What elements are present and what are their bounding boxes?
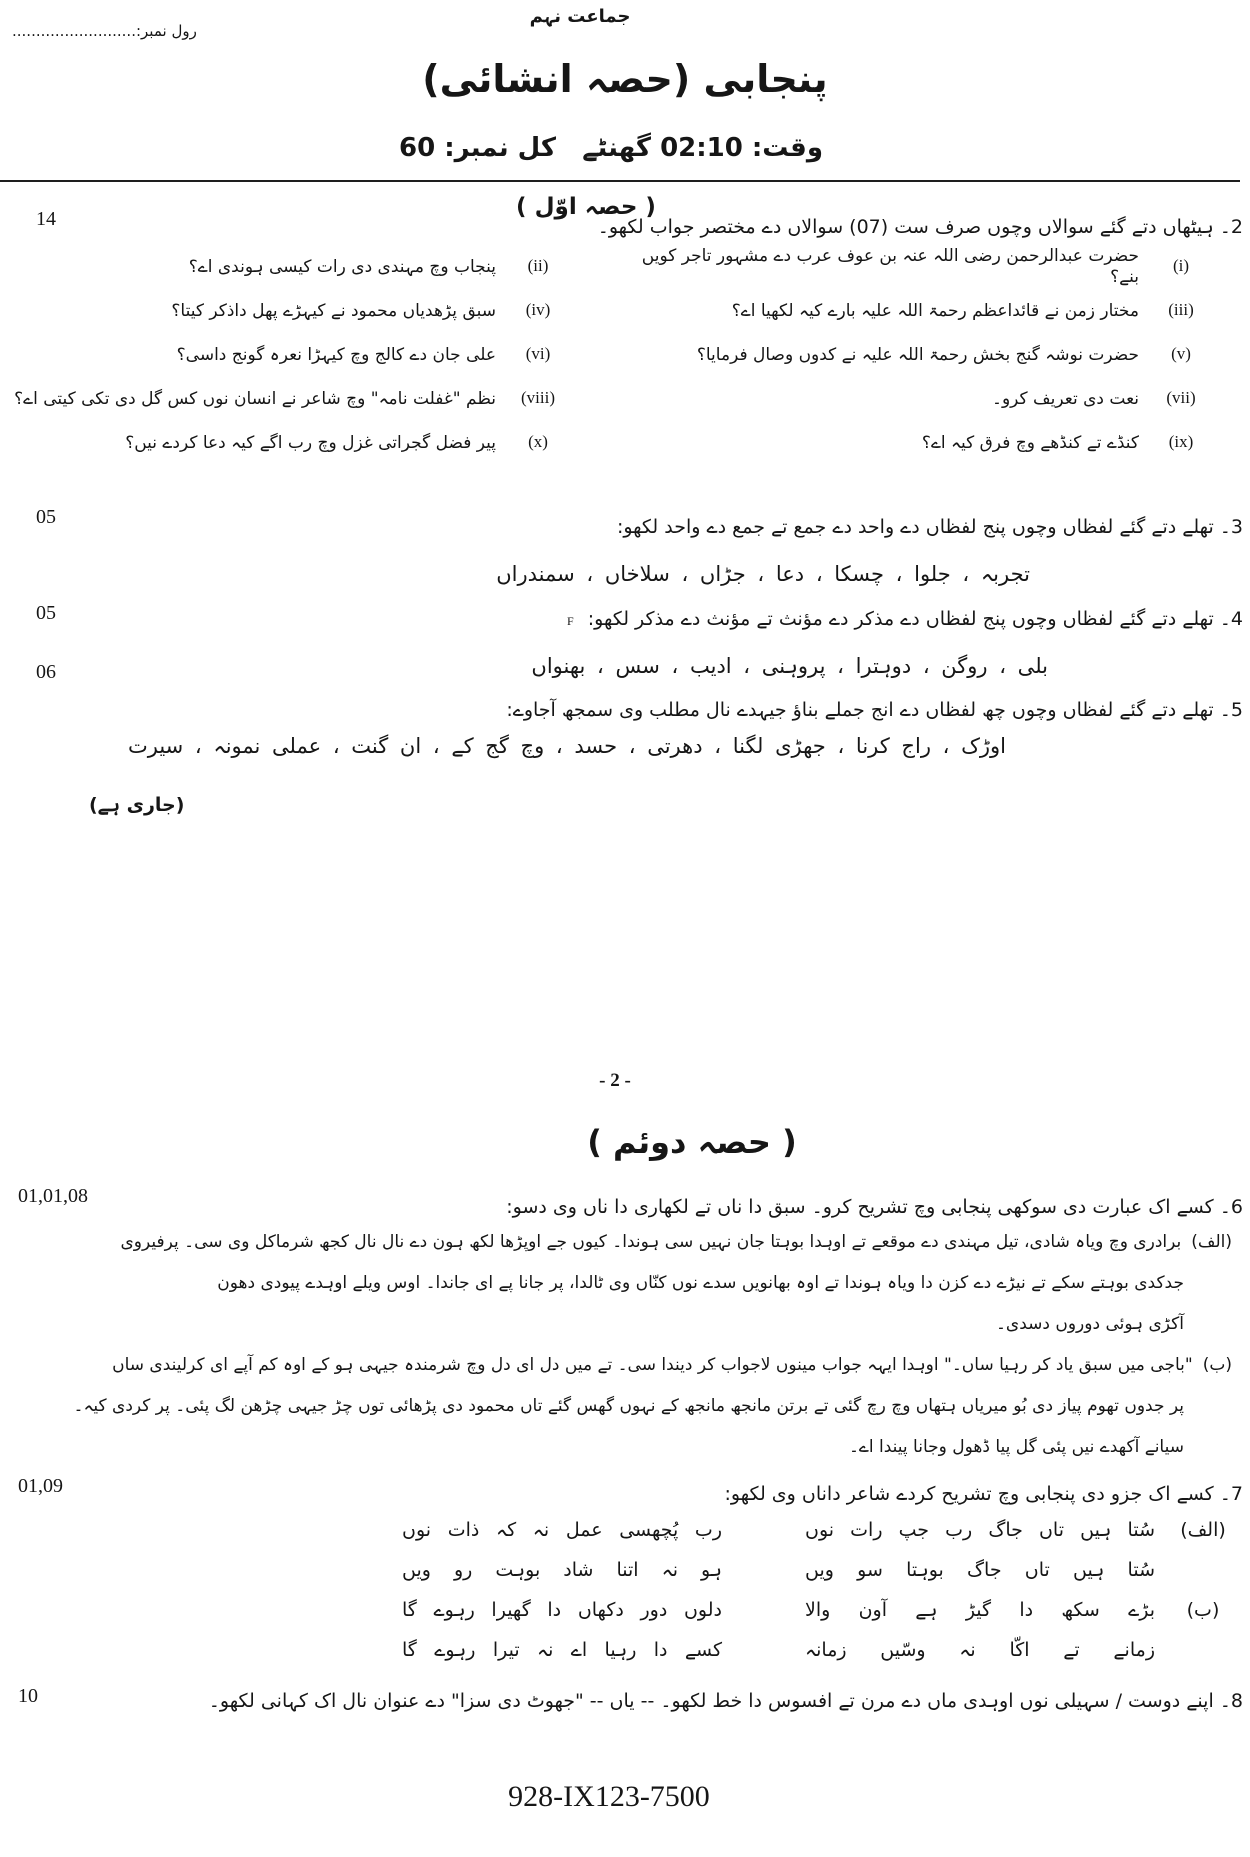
part-two-heading: ( حصہ دوئم ) <box>587 1123 797 1161</box>
question-6-text: 6۔ کسے اک عبارت دی سوکھی پنجابی وچ تشریح کرو۔ سبق دا ناں تے لکھاری دا ناں وی دسو: <box>506 1196 1243 1218</box>
passage-line <box>18 1345 1232 1386</box>
question-2-text: 2۔ ہیٹھاں دتے گئے سوالاں وچوں صرف ست (07) سوالاں دے مختصر جواب لکھو۔ <box>597 216 1243 238</box>
passage-text: "باجی میں سبق یاد کر رہیا ساں۔" اوہدا ایہہ جواب مینوں لاجواب کر دیندا سی۔ تے میں دل ای دل وچ شرمندہ جیہی ہو کے اوہ کم آپے ای کرلیندی ساں <box>112 1355 1193 1375</box>
poetry-stanzas <box>0 1510 1250 1670</box>
question-6 <box>0 1185 1250 1222</box>
question-2-item <box>640 332 1250 376</box>
item-text: نظم "غفلت نامہ" وچ شاعر نے انسان نوں کس گل دی تکی کیتی اے؟ <box>14 388 496 409</box>
passage-line: سیانے آکھدے نیں پئی گل پیا ڈھول وجانا پیندا اے۔ <box>848 1437 1184 1457</box>
continued-note: (جاری ہے) <box>89 794 185 816</box>
item-number: (ix) <box>1168 432 1194 451</box>
paper-title: پنجابی (حصہ انشائی) <box>422 57 828 101</box>
item-text: نعت دی تعریف کرو۔ <box>992 388 1139 409</box>
item-text: پیر فضل گجراتی غزل وچ رب اگے کیہ دعا کردے نیں؟ <box>125 432 496 453</box>
question-2-marks: 14 <box>36 208 56 230</box>
question-8-marks: 10 <box>18 1685 38 1707</box>
verse-line: سُتا ہیں تاں جاگ بوہتا سو ویں <box>805 1559 1155 1581</box>
passage-line: جدکدی بوہتے سکے تے نیڑے دے کزن دا ویاہ ہوندا تے اوہ بھانویں سدے نوں کنّاں وی ٹالدا، پر جانا پے ای جاندا۔ اوس ویلے اوہدے پیودی دھون <box>217 1273 1184 1293</box>
verse-line: سُتا ہیں تاں جاگ رب جپ رات نوں <box>805 1519 1155 1541</box>
question-2-item <box>640 244 1250 288</box>
item-number: (viii) <box>521 388 555 407</box>
item-number: (x) <box>528 432 548 451</box>
question-4-marks: 05 <box>36 602 56 624</box>
question-8-text: 8۔ اپنے دوست / سہیلی نوں اوہدی ماں دے مرن تے افسوس دا خط لکھو۔ -- یاں -- "جھوٹ دی سزا" دے عنوان نال اک کہانی لکھو۔ <box>208 1690 1243 1712</box>
part-two <box>0 1066 1250 1817</box>
passage-text: برادری وچ ویاہ شادی، تیل مہندی دے موقعے تے اوہدا بوہتا جان نہیں سی ہوندا۔ کیوں جے اوپڑھا لکھ ہون دے نال نال کجھ شرماکل وی سی۔ پرفیروی <box>120 1232 1182 1252</box>
stanza-label: (الف) <box>1180 1519 1226 1541</box>
question-2-item <box>640 376 1250 420</box>
passage-line <box>18 1222 1232 1263</box>
item-number: (vii) <box>1166 388 1196 407</box>
stanza-label: (ب) <box>1186 1599 1220 1621</box>
item-number: (iv) <box>525 300 551 319</box>
question-2-item <box>0 376 640 420</box>
question-3 <box>0 506 1250 542</box>
item-text: سبق پڑھدیاں محمود نے کیہڑے پھل داذکر کیتا؟ <box>171 300 496 321</box>
question-3-words: تجربہ ، جلوا ، چسکا ، دعا ، جڑاں ، سلاخاں ، سمندراں <box>496 562 1030 586</box>
question-2-item <box>640 420 1250 464</box>
stray-mark: F <box>567 614 574 628</box>
question-2-item <box>0 332 640 376</box>
passage-alif <box>0 1222 1250 1345</box>
question-7-marks: 01,09 <box>18 1475 63 1497</box>
item-number: (i) <box>1172 256 1190 275</box>
passage-label: (ب) <box>1202 1355 1232 1375</box>
question-4-text: 4۔ تھلے دتے گئے لفظاں وچوں پنج لفظاں دے مذکر دے مؤنث تے مؤنث دے مذکر لکھو: <box>587 608 1243 630</box>
question-7-text: 7۔ کسے اک جزو دی پنجابی وچ تشریح کردے شاعر داناں وی لکھو: <box>724 1483 1243 1505</box>
item-text: پنجاب وچ مہندی دی رات کیسی ہوندی اے؟ <box>188 256 496 277</box>
verse-line: ہو نہ اتنا شاد بوہت رو ویں <box>402 1559 722 1581</box>
passage-label: (الف) <box>1191 1232 1232 1252</box>
verse-line: بڑے سکھ دا گیڑ ہے آون والا <box>805 1599 1155 1621</box>
question-5-marks: 06 <box>36 661 56 683</box>
question-4 <box>0 604 1250 634</box>
item-text: مختار زمن نے قائداعظم رحمۃ اللہ علیہ بارے کیہ لکھیا اے؟ <box>731 300 1139 321</box>
passage-line: پر جدوں تھوم پیاز دی بُو میریاں ہتھاں وچ رچ گئی تے برتن مانجھ مانجھ کے نہوں گھس گئے تاں محمود دی پڑھائی توں چڑ جیہی چڑھن لگ پئی۔ پر کردی کیہ۔ <box>73 1396 1184 1416</box>
verse-line: کسے دا رہیا اے نہ تیرا رہوے گا <box>402 1639 722 1661</box>
item-text: کنڈے تے کنڈھے وچ فرق کیہ اے؟ <box>921 432 1139 453</box>
item-text: حضرت عبدالرحمن رضی اللہ عنہ بن عوف عرب دے مشہور تاجر کویں بنے؟ <box>641 246 1139 287</box>
question-5-words: اوڑک ، راج کرنا ، جھڑی لگنا ، دھرتی ، حسد ، وچ گج کے ، ان گنت ، عملی نمونہ ، سیرت <box>127 734 1006 758</box>
part-one <box>0 192 1250 820</box>
class-label: جماعت نہم <box>529 6 631 27</box>
question-2-item <box>0 244 640 288</box>
question-2-item <box>0 288 640 332</box>
question-4-words: بلی ، روگن ، دوہترا ، پروہنی ، ادیب ، سس ، بھنواں <box>531 654 1048 678</box>
question-6-marks: 01,01,08 <box>18 1185 88 1207</box>
verse-line: دلوں دور دکھاں دا گھیرا رہوے گا <box>402 1599 722 1621</box>
paper-code: 928-IX123-7500 <box>508 1780 710 1813</box>
question-2-item <box>0 420 640 464</box>
item-number: (ii) <box>527 256 549 275</box>
question-3-text: 3۔ تھلے دتے گئے لفظاں وچوں پنج لفظاں دے واحد دے جمع تے جمع دے واحد لکھو: <box>616 516 1243 538</box>
question-8 <box>0 1686 1250 1716</box>
question-5-text: 5۔ تھلے دتے گئے لفظاں وچوں چھ لفظاں دے انج جملے بناؤ جیہدے نال مطلب وی سمجھ آجاوے: <box>506 699 1243 721</box>
question-7 <box>0 1475 1250 1509</box>
header-divider <box>0 180 1240 182</box>
total-marks: کل نمبر: 60 <box>399 133 556 163</box>
verse-line: زمانے تے اکّا نہ وسّیں زمانہ <box>805 1639 1155 1661</box>
passage-be <box>0 1345 1250 1468</box>
question-2 <box>0 208 1250 242</box>
question-2-item <box>640 288 1250 332</box>
roll-number-field: رول نمبر:.......................... <box>12 22 197 40</box>
question-3-marks: 05 <box>36 506 56 528</box>
item-text: علی جان دے کالج وچ کیہڑا نعرہ گونج داسی؟ <box>176 344 496 365</box>
item-text: حضرت نوشہ گنج بخش رحمۃ اللہ علیہ نے کدوں وصال فرمایا؟ <box>696 344 1139 365</box>
stanza-label-spacer <box>1170 1550 1236 1590</box>
time-allowed: وقت: 02:10 گھنٹے <box>582 133 823 163</box>
part-one-heading: ( حصہ اوّل ) <box>516 194 656 220</box>
stanza-label-spacer <box>1170 1630 1236 1670</box>
item-number: (v) <box>1171 344 1191 363</box>
page-number: - 2 - <box>599 1070 631 1091</box>
item-number: (iii) <box>1168 300 1194 319</box>
passage-line: آکڑی ہوئی دوروں دسدی۔ <box>995 1314 1184 1334</box>
item-number: (vi) <box>525 344 551 363</box>
question-2-items <box>0 244 1250 464</box>
verse-line: رب پُچھسی عمل نہ کہ ذات نوں <box>402 1519 722 1541</box>
